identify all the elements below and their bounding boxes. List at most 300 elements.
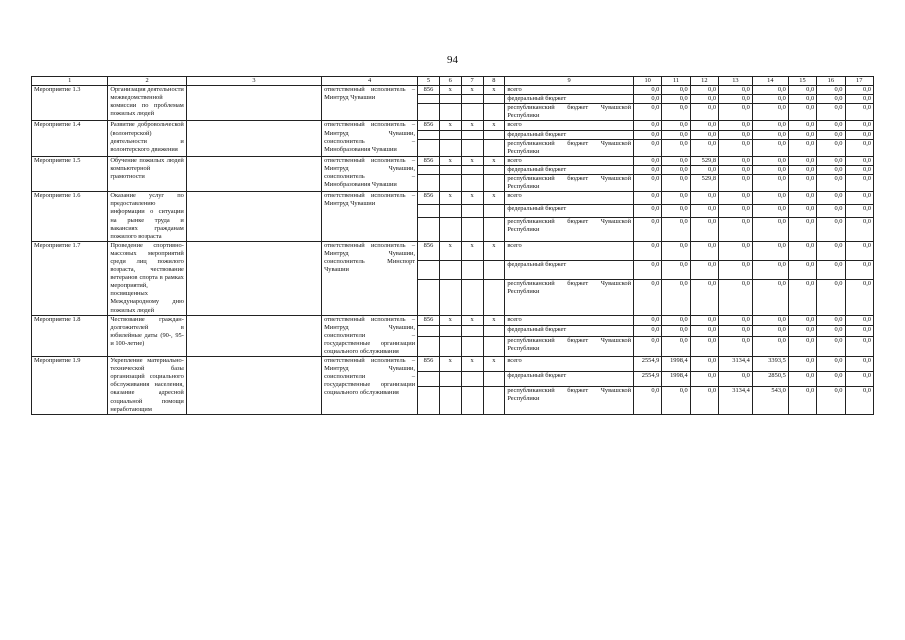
- amount-cell: 0,0: [817, 386, 845, 414]
- amount-cell: 0,0: [845, 165, 874, 174]
- code-cell: x: [439, 121, 461, 130]
- empty-cell: [461, 104, 483, 121]
- amount-cell: 0,0: [788, 357, 816, 372]
- amount-cell: 0,0: [690, 315, 718, 326]
- measure-name-cell: Обучение пожилых людей компьютерной грамотности: [108, 156, 187, 191]
- empty-cell: [461, 165, 483, 174]
- amount-cell: 0,0: [719, 95, 753, 104]
- amount-cell: 0,0: [788, 192, 816, 205]
- amount-cell: 0,0: [690, 357, 718, 372]
- column-number-row: [32, 77, 874, 86]
- measure-name-cell: Проведение спортивно-массовых мероприятий среди лиц пожилого возраста, чествование ветеранов спорта в рамках мероприятий, посвященных Международному дню пожилых людей: [108, 241, 187, 315]
- amount-cell: 0,0: [662, 260, 690, 279]
- executor-cell: ответственный исполнитель – Минтруд Чувашии, соисполнитель – Минобразования Чувашии: [322, 156, 418, 191]
- empty-cell: [461, 386, 483, 414]
- code-cell: x: [483, 86, 505, 95]
- amount-cell: 0,0: [719, 139, 753, 156]
- amount-cell: 0,0: [845, 371, 874, 386]
- amount-cell: 0,0: [634, 104, 662, 121]
- funding-source-cell: всего: [505, 86, 634, 95]
- amount-cell: 0,0: [788, 156, 816, 165]
- amount-cell: 0,0: [788, 95, 816, 104]
- amount-cell: 0,0: [662, 165, 690, 174]
- amount-cell: 0,0: [719, 371, 753, 386]
- amount-cell: 2850,5: [752, 371, 788, 386]
- amount-cell: 0,0: [634, 139, 662, 156]
- amount-cell: 0,0: [634, 386, 662, 414]
- amount-cell: 0,0: [817, 357, 845, 372]
- budget-code-cell: 856: [418, 192, 440, 205]
- amount-cell: 0,0: [752, 156, 788, 165]
- amount-cell: 0,0: [662, 121, 690, 130]
- amount-cell: 0,0: [788, 104, 816, 121]
- amount-cell: 0,0: [845, 315, 874, 326]
- amount-cell: 0,0: [845, 95, 874, 104]
- empty-cell: [483, 95, 505, 104]
- measure-label-cell: Мероприятие 1.3: [32, 86, 108, 121]
- empty-cell: [418, 336, 440, 356]
- amount-cell: 0,0: [817, 86, 845, 95]
- amount-cell: 0,0: [845, 386, 874, 414]
- empty-cell: [439, 279, 461, 315]
- amount-cell: 0,0: [719, 130, 753, 139]
- empty-cell: [418, 165, 440, 174]
- amount-cell: 0,0: [788, 175, 816, 192]
- amount-cell: 0,0: [788, 165, 816, 174]
- empty-cell: [418, 386, 440, 414]
- amount-cell: 0,0: [690, 260, 718, 279]
- empty-cell: [418, 260, 440, 279]
- measure-name-cell: Укрепление материально-технической базы организаций социального обслуживания населения, оказание адресной социальной помощи неработающим: [108, 357, 187, 415]
- empty-cell: [461, 279, 483, 315]
- empty-cell: [418, 279, 440, 315]
- budget-code-cell: 856: [418, 315, 440, 326]
- amount-cell: 0,0: [817, 371, 845, 386]
- funding-source-cell: республиканский бюджет Чувашской Республики: [505, 104, 634, 121]
- amount-cell: 0,0: [788, 139, 816, 156]
- empty-cell: [461, 130, 483, 139]
- column-number-cell: 7: [461, 77, 483, 86]
- amount-cell: 0,0: [719, 121, 753, 130]
- column-number-cell: 5: [418, 77, 440, 86]
- amount-cell: 0,0: [845, 357, 874, 372]
- amount-cell: 0,0: [752, 204, 788, 217]
- amount-cell: 0,0: [788, 371, 816, 386]
- amount-cell: 0,0: [719, 192, 753, 205]
- amount-cell: 0,0: [719, 241, 753, 260]
- amount-cell: 0,0: [690, 241, 718, 260]
- empty-cell: [418, 130, 440, 139]
- empty-cell: [186, 192, 321, 242]
- empty-cell: [461, 260, 483, 279]
- amount-cell: 0,0: [719, 260, 753, 279]
- funding-source-cell: федеральный бюджет: [505, 204, 634, 217]
- amount-cell: 0,0: [788, 315, 816, 326]
- empty-cell: [461, 371, 483, 386]
- amount-cell: 0,0: [752, 95, 788, 104]
- amount-cell: 0,0: [788, 386, 816, 414]
- amount-cell: 0,0: [845, 241, 874, 260]
- amount-cell: 0,0: [719, 315, 753, 326]
- amount-cell: 0,0: [845, 175, 874, 192]
- amount-cell: 0,0: [634, 336, 662, 356]
- amount-cell: 0,0: [662, 156, 690, 165]
- amount-cell: 0,0: [788, 86, 816, 95]
- amount-cell: 1998,4: [662, 371, 690, 386]
- measure-label-cell: Мероприятие 1.4: [32, 121, 108, 156]
- amount-cell: 0,0: [817, 104, 845, 121]
- funding-source-cell: всего: [505, 156, 634, 165]
- amount-cell: 2554,9: [634, 371, 662, 386]
- funding-source-cell: республиканский бюджет Чувашской Республики: [505, 139, 634, 156]
- amount-cell: 0,0: [662, 192, 690, 205]
- amount-cell: 0,0: [634, 260, 662, 279]
- amount-cell: 0,0: [690, 165, 718, 174]
- amount-cell: 0,0: [719, 165, 753, 174]
- executor-cell: ответственный исполнитель – Минтруд Чувашии, соисполнитель Минспорт Чувашии: [322, 241, 418, 315]
- amount-cell: 0,0: [845, 104, 874, 121]
- executor-cell: ответственный исполнитель – Минтруд Чувашии, соисполнители – государственные организации социального обслуживания: [322, 315, 418, 356]
- amount-cell: 0,0: [690, 204, 718, 217]
- amount-cell: 0,0: [752, 241, 788, 260]
- empty-cell: [439, 95, 461, 104]
- column-number-cell: 9: [505, 77, 634, 86]
- measure-row: [32, 241, 874, 260]
- amount-cell: 0,0: [719, 326, 753, 337]
- amount-cell: 0,0: [788, 260, 816, 279]
- amount-cell: 0,0: [690, 104, 718, 121]
- amount-cell: 0,0: [634, 165, 662, 174]
- amount-cell: 0,0: [817, 336, 845, 356]
- column-number-cell: 8: [483, 77, 505, 86]
- amount-cell: 0,0: [662, 241, 690, 260]
- amount-cell: 3134,4: [719, 357, 753, 372]
- measure-row: [32, 192, 874, 205]
- amount-cell: 0,0: [817, 95, 845, 104]
- amount-cell: 0,0: [817, 121, 845, 130]
- code-cell: x: [461, 121, 483, 130]
- empty-cell: [186, 156, 321, 191]
- amount-cell: 0,0: [845, 192, 874, 205]
- empty-cell: [439, 371, 461, 386]
- empty-cell: [439, 386, 461, 414]
- empty-cell: [439, 336, 461, 356]
- code-cell: x: [439, 315, 461, 326]
- empty-cell: [483, 217, 505, 241]
- code-cell: x: [461, 315, 483, 326]
- empty-cell: [439, 104, 461, 121]
- executor-cell: ответственный исполнитель – Минтруд Чувашии, соисполнитель – Минобразования Чувашии: [322, 121, 418, 156]
- funding-source-cell: федеральный бюджет: [505, 326, 634, 337]
- measure-label-cell: Мероприятие 1.9: [32, 357, 108, 415]
- amount-cell: 1998,4: [662, 357, 690, 372]
- amount-cell: 0,0: [690, 217, 718, 241]
- amount-cell: 0,0: [817, 175, 845, 192]
- empty-cell: [418, 326, 440, 337]
- code-cell: x: [439, 192, 461, 205]
- funding-source-cell: республиканский бюджет Чувашской Республики: [505, 175, 634, 192]
- empty-cell: [418, 104, 440, 121]
- funding-source-cell: всего: [505, 121, 634, 130]
- executor-cell: ответственный исполнитель – Минтруд Чувашии: [322, 86, 418, 121]
- empty-cell: [483, 130, 505, 139]
- empty-cell: [439, 326, 461, 337]
- amount-cell: 0,0: [817, 139, 845, 156]
- code-cell: x: [439, 156, 461, 165]
- empty-cell: [186, 357, 321, 415]
- empty-cell: [418, 204, 440, 217]
- amount-cell: 0,0: [752, 260, 788, 279]
- amount-cell: 0,0: [788, 121, 816, 130]
- amount-cell: 0,0: [719, 175, 753, 192]
- column-number-cell: 2: [108, 77, 187, 86]
- amount-cell: 0,0: [662, 86, 690, 95]
- amount-cell: 0,0: [752, 104, 788, 121]
- empty-cell: [439, 217, 461, 241]
- budget-code-cell: 856: [418, 241, 440, 260]
- code-cell: x: [461, 357, 483, 372]
- empty-cell: [483, 104, 505, 121]
- amount-cell: 0,0: [752, 326, 788, 337]
- column-number-cell: 14: [752, 77, 788, 86]
- empty-cell: [418, 371, 440, 386]
- measure-row: [32, 121, 874, 130]
- empty-cell: [418, 217, 440, 241]
- column-number-cell: 10: [634, 77, 662, 86]
- amount-cell: 529,8: [690, 175, 718, 192]
- measure-label-cell: Мероприятие 1.5: [32, 156, 108, 191]
- amount-cell: 0,0: [788, 241, 816, 260]
- amount-cell: 0,0: [690, 336, 718, 356]
- code-cell: x: [461, 241, 483, 260]
- amount-cell: 543,0: [752, 386, 788, 414]
- amount-cell: 0,0: [752, 336, 788, 356]
- funding-source-cell: всего: [505, 315, 634, 326]
- amount-cell: 0,0: [662, 95, 690, 104]
- amount-cell: 529,8: [690, 156, 718, 165]
- amount-cell: 0,0: [634, 241, 662, 260]
- amount-cell: 0,0: [634, 175, 662, 192]
- code-cell: x: [439, 86, 461, 95]
- empty-cell: [186, 315, 321, 356]
- amount-cell: 0,0: [634, 279, 662, 315]
- measure-row: [32, 357, 874, 372]
- amount-cell: 0,0: [817, 315, 845, 326]
- measure-row: [32, 86, 874, 95]
- funding-source-cell: республиканский бюджет Чувашской Республики: [505, 279, 634, 315]
- empty-cell: [186, 86, 321, 121]
- amount-cell: 0,0: [752, 315, 788, 326]
- amount-cell: 0,0: [817, 156, 845, 165]
- empty-cell: [461, 175, 483, 192]
- amount-cell: 0,0: [817, 192, 845, 205]
- empty-cell: [483, 175, 505, 192]
- code-cell: x: [483, 315, 505, 326]
- amount-cell: 0,0: [719, 336, 753, 356]
- amount-cell: 0,0: [662, 130, 690, 139]
- amount-cell: 0,0: [817, 326, 845, 337]
- funding-source-cell: республиканский бюджет Чувашской Республики: [505, 217, 634, 241]
- amount-cell: 0,0: [752, 192, 788, 205]
- code-cell: x: [483, 192, 505, 205]
- amount-cell: 0,0: [634, 130, 662, 139]
- measure-label-cell: Мероприятие 1.6: [32, 192, 108, 242]
- amount-cell: 0,0: [752, 130, 788, 139]
- budget-code-cell: 856: [418, 86, 440, 95]
- empty-cell: [483, 336, 505, 356]
- code-cell: x: [483, 121, 505, 130]
- amount-cell: 0,0: [845, 326, 874, 337]
- amount-cell: 0,0: [817, 279, 845, 315]
- amount-cell: 0,0: [690, 371, 718, 386]
- amount-cell: 0,0: [817, 165, 845, 174]
- code-cell: x: [483, 241, 505, 260]
- amount-cell: 0,0: [690, 279, 718, 315]
- amount-cell: 0,0: [690, 130, 718, 139]
- column-number-cell: 11: [662, 77, 690, 86]
- empty-cell: [461, 336, 483, 356]
- empty-cell: [461, 326, 483, 337]
- amount-cell: 0,0: [634, 217, 662, 241]
- amount-cell: 0,0: [788, 217, 816, 241]
- empty-cell: [439, 175, 461, 192]
- empty-cell: [461, 139, 483, 156]
- empty-cell: [483, 260, 505, 279]
- amount-cell: 0,0: [752, 279, 788, 315]
- funding-source-cell: всего: [505, 357, 634, 372]
- empty-cell: [418, 139, 440, 156]
- amount-cell: 0,0: [662, 217, 690, 241]
- amount-cell: 0,0: [719, 104, 753, 121]
- amount-cell: 0,0: [788, 336, 816, 356]
- amount-cell: 0,0: [690, 121, 718, 130]
- amount-cell: 0,0: [845, 130, 874, 139]
- column-number-cell: 3: [186, 77, 321, 86]
- amount-cell: 0,0: [662, 326, 690, 337]
- amount-cell: 0,0: [788, 279, 816, 315]
- code-cell: x: [483, 357, 505, 372]
- amount-cell: 0,0: [662, 204, 690, 217]
- column-number-cell: 12: [690, 77, 718, 86]
- amount-cell: 0,0: [845, 260, 874, 279]
- funding-source-cell: всего: [505, 241, 634, 260]
- column-number-cell: 16: [817, 77, 845, 86]
- column-number-cell: 1: [32, 77, 108, 86]
- amount-cell: 0,0: [634, 86, 662, 95]
- amount-cell: 0,0: [788, 130, 816, 139]
- empty-cell: [483, 386, 505, 414]
- empty-cell: [439, 165, 461, 174]
- empty-cell: [461, 95, 483, 104]
- amount-cell: 0,0: [788, 204, 816, 217]
- funding-source-cell: федеральный бюджет: [505, 130, 634, 139]
- empty-cell: [418, 175, 440, 192]
- amount-cell: 0,0: [634, 192, 662, 205]
- funding-source-cell: федеральный бюджет: [505, 165, 634, 174]
- amount-cell: 0,0: [719, 217, 753, 241]
- program-measures-table: [31, 76, 874, 415]
- measure-label-cell: Мероприятие 1.8: [32, 315, 108, 356]
- funding-source-cell: федеральный бюджет: [505, 260, 634, 279]
- amount-cell: 0,0: [719, 204, 753, 217]
- amount-cell: 0,0: [662, 336, 690, 356]
- amount-cell: 0,0: [752, 139, 788, 156]
- empty-cell: [483, 371, 505, 386]
- column-number-cell: 15: [788, 77, 816, 86]
- empty-cell: [439, 139, 461, 156]
- empty-cell: [186, 121, 321, 156]
- empty-cell: [483, 165, 505, 174]
- amount-cell: 0,0: [634, 326, 662, 337]
- budget-code-cell: 856: [418, 156, 440, 165]
- page-number: 94: [447, 54, 458, 66]
- amount-cell: 0,0: [690, 95, 718, 104]
- funding-source-cell: всего: [505, 192, 634, 205]
- amount-cell: 0,0: [634, 315, 662, 326]
- column-number-cell: 13: [719, 77, 753, 86]
- amount-cell: 0,0: [845, 86, 874, 95]
- amount-cell: 0,0: [662, 104, 690, 121]
- amount-cell: 0,0: [634, 204, 662, 217]
- amount-cell: 0,0: [690, 139, 718, 156]
- empty-cell: [186, 241, 321, 315]
- amount-cell: 0,0: [845, 139, 874, 156]
- amount-cell: 0,0: [662, 386, 690, 414]
- executor-cell: ответственный исполнитель – Минтруд Чувашии: [322, 192, 418, 242]
- funding-source-cell: федеральный бюджет: [505, 95, 634, 104]
- amount-cell: 0,0: [845, 121, 874, 130]
- amount-cell: 0,0: [845, 204, 874, 217]
- column-number-cell: 6: [439, 77, 461, 86]
- amount-cell: 2554,9: [634, 357, 662, 372]
- amount-cell: 0,0: [719, 156, 753, 165]
- amount-cell: 0,0: [752, 86, 788, 95]
- funding-source-cell: республиканский бюджет Чувашской Республики: [505, 336, 634, 356]
- amount-cell: 0,0: [719, 279, 753, 315]
- code-cell: x: [461, 86, 483, 95]
- measure-name-cell: Чествование граждан-долгожителей в юбилейные даты (90-, 95- и 100-летие): [108, 315, 187, 356]
- amount-cell: 0,0: [634, 95, 662, 104]
- amount-cell: 3134,4: [719, 386, 753, 414]
- budget-code-cell: 856: [418, 357, 440, 372]
- amount-cell: 0,0: [845, 156, 874, 165]
- code-cell: x: [461, 156, 483, 165]
- amount-cell: 0,0: [690, 86, 718, 95]
- amount-cell: 0,0: [817, 204, 845, 217]
- measure-label-cell: Мероприятие 1.7: [32, 241, 108, 315]
- empty-cell: [439, 260, 461, 279]
- amount-cell: 0,0: [662, 279, 690, 315]
- amount-cell: 0,0: [752, 175, 788, 192]
- amount-cell: 0,0: [634, 121, 662, 130]
- empty-cell: [483, 139, 505, 156]
- amount-cell: 0,0: [752, 121, 788, 130]
- funding-source-cell: федеральный бюджет: [505, 371, 634, 386]
- amount-cell: 0,0: [662, 315, 690, 326]
- budget-code-cell: 856: [418, 121, 440, 130]
- amount-cell: 0,0: [817, 130, 845, 139]
- code-cell: x: [439, 357, 461, 372]
- measure-row: [32, 156, 874, 165]
- amount-cell: 0,0: [788, 326, 816, 337]
- funding-source-cell: республиканский бюджет Чувашской Республики: [505, 386, 634, 414]
- amount-cell: 0,0: [752, 217, 788, 241]
- amount-cell: 0,0: [817, 217, 845, 241]
- amount-cell: 0,0: [845, 217, 874, 241]
- empty-cell: [439, 204, 461, 217]
- empty-cell: [439, 130, 461, 139]
- measure-row: [32, 315, 874, 326]
